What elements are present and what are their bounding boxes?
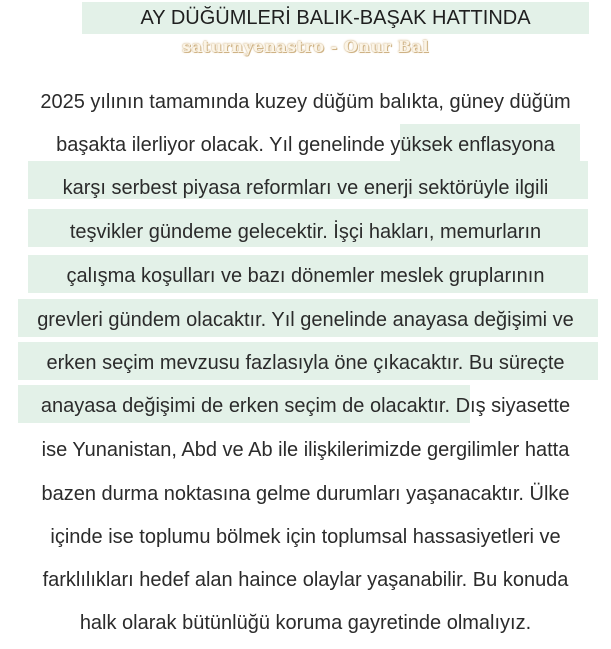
article-title: AY DÜĞÜMLERİ BALIK-BAŞAK HATTINDA xyxy=(82,2,589,34)
text-line: anayasa değişimi de erken seçim de olacaktır. Dış siyasette xyxy=(40,395,571,417)
text-line: 2025 yılının tamamında kuzey düğüm balıkta, güney düğüm xyxy=(40,91,571,113)
text-line: teşvikler gündeme gelecektir. İşçi hakları, memurların xyxy=(69,221,542,243)
text-line: ise Yunanistan, Abd ve Ab ile ilişkilerimizde gergilimler hatta xyxy=(41,439,570,461)
text-line: bazen durma noktasına gelme durumları yaşanacaktır. Ülke xyxy=(41,483,570,505)
watermark-text: saturnyenastro - Onur Bal xyxy=(182,37,429,56)
text-line: halk olarak bütünlüğü koruma gayretinde olmalıyız. xyxy=(79,612,532,634)
text-line: farklılıkları hedef alan haince olaylar yaşanabilir. Bu konuda xyxy=(42,569,569,591)
text-line: grevleri gündem olacaktır. Yıl genelinde anayasa değişimi ve xyxy=(37,309,574,331)
text-line: içinde ise toplumu bölmek için toplumsal hassasiyetleri ve xyxy=(50,526,561,548)
text-line: erken seçim mevzusu fazlasıyla öne çıkacaktır. Bu süreçte xyxy=(46,352,565,374)
text-line: çalışma koşulları ve bazı dönemler meslek gruplarının xyxy=(66,265,545,287)
text-line: başakta ilerliyor olacak. Yıl genelinde yüksek enflasyona xyxy=(56,134,555,156)
text-line: karşı serbest piyasa reformları ve enerji sektörüyle ilgili xyxy=(62,177,549,199)
